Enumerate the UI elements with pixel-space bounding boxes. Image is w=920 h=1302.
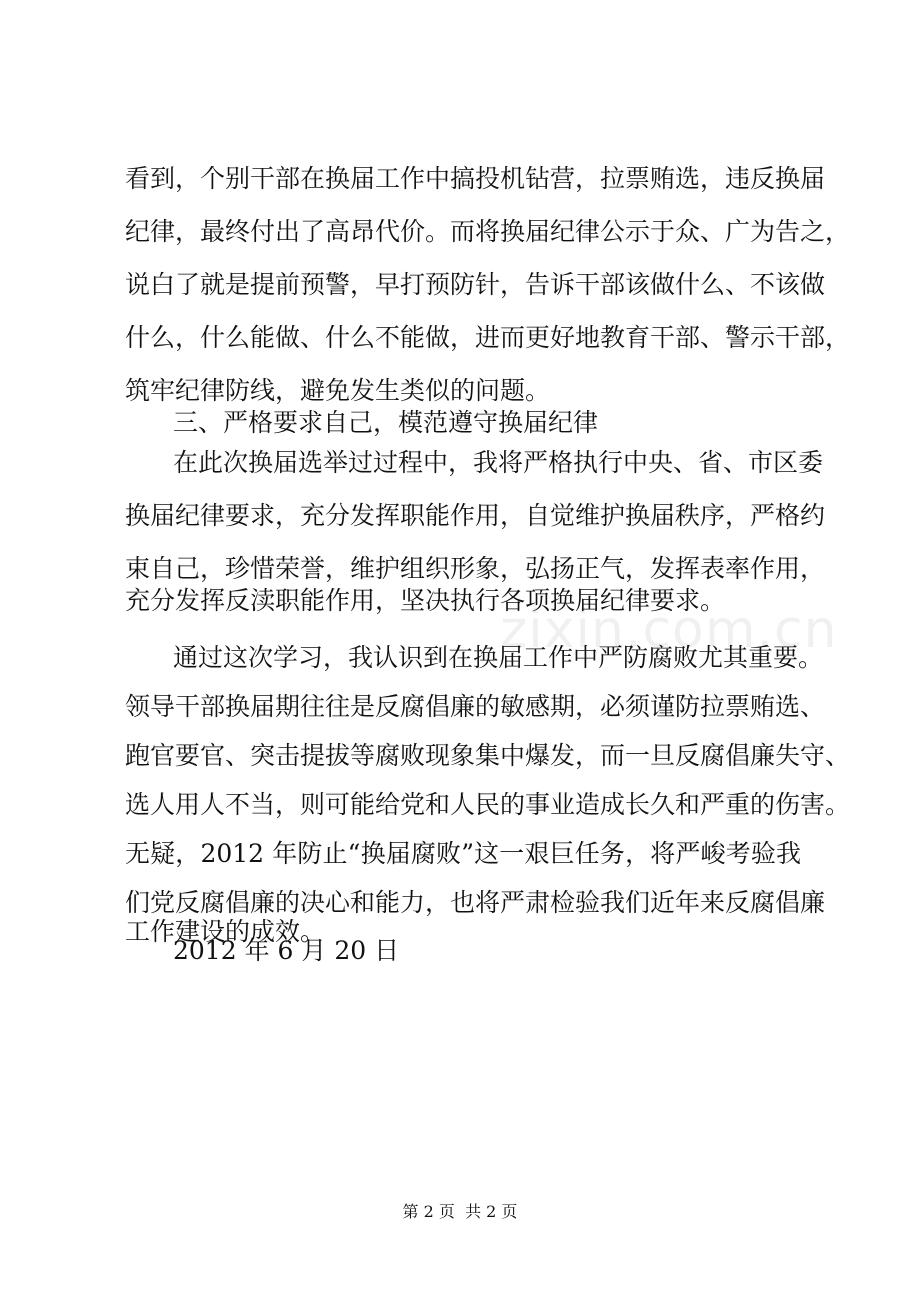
section-heading: 三、严格要求自己，模范遵守换届纪律 — [173, 408, 599, 437]
body-text-line: 看到，个别干部在换届工作中搞投机钻营，拉票贿选，违反换届 — [125, 164, 826, 193]
body-text-line: 纪律，最终付出了高昂代价。而将换届纪律公示于众、广为告之， — [125, 217, 851, 246]
body-text-line: 筑牢纪律防线，避免发生类似的问题。 — [125, 376, 551, 405]
body-text-line: 通过这次学习，我认识到在换届工作中严防腐败尤其重要。 — [173, 643, 824, 672]
body-text-line: 在此次换届选举过过程中，我将严格执行中央、省、市区委 — [173, 448, 824, 477]
page-footer: 第 2 页 共 2 页 — [402, 1202, 518, 1221]
body-text-line: 领导干部换届期往往是反腐倡廉的敏感期，必须谨防拉票贿选、 — [125, 692, 826, 721]
body-text-line: 选人用人不当，则可能给党和人民的事业造成长久和严重的伤害。 — [125, 790, 851, 819]
body-text-line: 说白了就是提前预警，早打预防针，告诉干部该做什么、不该做 — [125, 270, 826, 299]
body-text-line: 工作建设的成效。 — [125, 917, 326, 946]
body-text-line: 无疑，2012 年防止“换届腐败”这一艰巨任务，将严峻考验我 — [125, 839, 801, 868]
body-text-line: 充分发挥反渎职能作用，坚决执行各项换届纪律要求。 — [125, 586, 726, 615]
body-text-line: 什么，什么能做、什么不能做，进而更好地教育干部、警示干部， — [125, 323, 851, 352]
watermark: zixin.com.cn — [500, 600, 838, 660]
body-text-line: 跑官要官、突击提拔等腐败现象集中爆发，而一旦反腐倡廉失守、 — [125, 741, 851, 770]
body-text-line: 们党反腐倡廉的决心和能力，也将严肃检验我们近年来反腐倡廉 — [125, 888, 826, 917]
body-text-line: 束自己，珍惜荣誉，维护组织形象，弘扬正气，发挥表率作用， — [125, 554, 826, 583]
body-text-line: 换届纪律要求，充分发挥职能作用，自觉维护换届秩序，严格约 — [125, 501, 826, 530]
document-date: 2012 年 6 月 20 日 — [173, 936, 400, 965]
